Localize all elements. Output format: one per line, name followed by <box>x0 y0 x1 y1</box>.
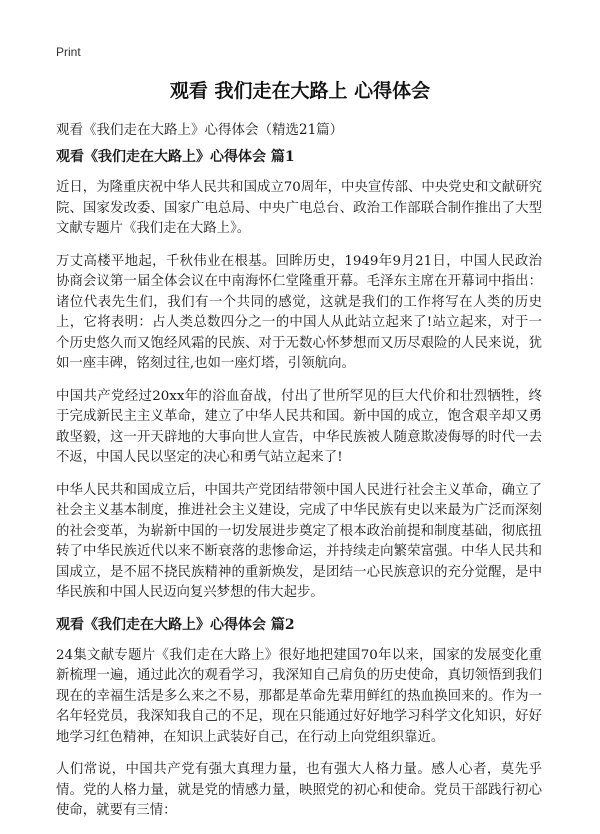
section-2 <box>56 616 542 822</box>
paragraph: 中国共产党经过20xx年的浴血奋战，付出了世所罕见的巨大代价和壮烈牺牲，终于完成新民主主义革命，建立了中华人民共和国。新中国的成立，饱含艰辛却又勇敢坚毅，这一开天辟地的大事向世人宣告，中华民族被人随意欺凌侮辱的时代一去不返，中国人民以坚定的决心和勇气站立起来了! <box>56 388 542 465</box>
page-title: 观看 我们走在大路上 心得体会 <box>169 80 431 102</box>
paragraph: 近日，为隆重庆祝中华人民共和国成立70周年，中央宣传部、中央党史和文献研究院、国家发改委、国家广电总局、中央广电总台、政治工作部联合制作推出了大型文献专题片《我们走在大路上》。 <box>56 180 542 236</box>
paragraph: 24集文献专题片《我们走在大路上》很好地把建国70年以来，国家的发展变化重新梳理一遍，通过此次的观看学习，我深知自己肩负的历史使命，真切领悟到我们现在的幸福生活是多么来之不易，那都是革命先辈用鲜红的热血换回来的。作为一名年轻党员，我深知我自己的不足，现在只能通过好好地学习科学文化知识，好好地学习红色精神，在知识上武装好自己，在行动上向党组织靠近。 <box>56 647 542 745</box>
paragraph: 人们常说，中国共产党有强大真理力量，也有强大人格力量。感人心者，莫先乎情。党的人格力量，就是党的情感力量，映照党的初心和使命。党员干部践行初心使命，就要有三情： <box>56 762 542 818</box>
section-1 <box>56 148 542 604</box>
section-heading: 观看《我们走在大路上》心得体会 篇1 <box>56 149 295 165</box>
document-subtitle: 观看《我们走在大路上》心得体会（精选21篇） <box>56 122 344 138</box>
document-body <box>56 148 542 834</box>
print-link[interactable]: Print <box>56 45 81 59</box>
section-heading: 观看《我们走在大路上》心得体会 篇2 <box>56 616 295 633</box>
paragraph: 中华人民共和国成立后，中国共产党团结带领中国人民进行社会主义革命，确立了社会主义基本制度，推进社会主义建设，完成了中华民族有史以来最为广泛而深刻的社会变革，为崭新中国的一切发展进步奠定了根本政治前提和制度基础，彻底扭转了中华民族近代以来不断衰落的悲惨命运，并持续走向繁荣富强。中华人民共和国成立，是不屈不挠民族精神的重新焕发，是团结一心民族意识的充分觉醒，是中华民族和中国人民迈向复兴梦想的伟大起步。 <box>56 482 542 600</box>
paragraph: 万丈高楼平地起，千秋伟业在根基。回眸历史，1949年9月21日，中国人民政治协商会议第一届全体会议在中南海怀仁堂隆重开幕。毛泽东主席在开幕词中指出：诸位代表先生们，我们有一个共同的感觉，这就是我们的工作将写在人类的历史上，它将表明：占人类总数四分之一的中国人从此站立起来了!站立起来，对于一个历史悠久而又饱经风霜的民族、对于无数心怀梦想而又历尽艰险的人民来说，犹如一座丰碑，铭刻过往,也如一座灯塔，引领航向。 <box>56 253 542 371</box>
